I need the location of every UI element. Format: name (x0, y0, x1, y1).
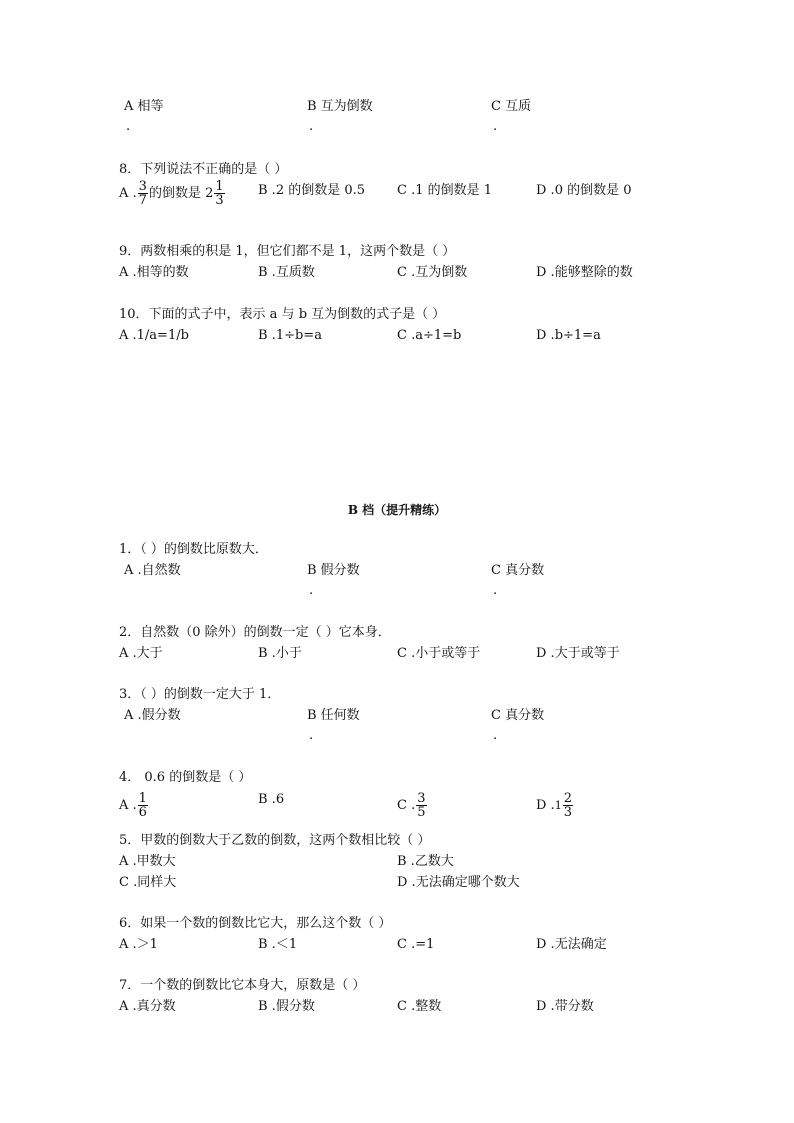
b-question-1-stem: 1．（ ）的倒数比原数大． (119, 542, 268, 557)
q7-option-a-dot: . (126, 119, 131, 134)
b2-option-b: B .小于 (258, 646, 302, 661)
q8-fraction2-denominator: 3 (215, 193, 224, 208)
b4-c-denominator: 5 (417, 805, 426, 820)
b4-option-c-prefix: C . (397, 798, 416, 813)
b1-option-c-dot: . (493, 583, 498, 598)
b4-option-c (397, 792, 428, 819)
q9-option-c: C .互为倒数 (397, 265, 468, 280)
b4-fraction-1-6 (138, 792, 148, 819)
q8-option-b: B .2 的倒数是 0.5 (258, 183, 366, 198)
q7-option-c-dot: . (493, 119, 498, 134)
q8-fraction-1-3 (214, 180, 224, 207)
q8-fraction-3-7 (138, 180, 148, 207)
b4-d-denominator: 3 (563, 805, 572, 820)
b4-d-numerator: 2 (563, 791, 572, 806)
q9-option-d: D .能够整除的数 (536, 265, 633, 280)
q9-option-b: B .互质数 (258, 265, 315, 280)
q10-option-c: C .a÷1=b (397, 328, 462, 343)
b4-option-b: B .6 (258, 792, 285, 807)
b1-option-a: A .自然数 (124, 563, 181, 578)
b2-option-c: C .小于或等于 (397, 646, 481, 661)
q8-fraction-numerator: 3 (138, 179, 147, 194)
b5-option-d: D .无法确定哪个数大 (397, 875, 520, 890)
q7-option-c: C 互质 (491, 99, 532, 114)
q9-option-a: A .相等的数 (119, 265, 189, 280)
b4-option-d (536, 792, 574, 819)
q10-option-b: B .1÷b=a (258, 328, 322, 343)
b3-option-c: C 真分数 (491, 708, 545, 723)
b4-option-d-prefix: D . (536, 798, 555, 813)
q8-option-d: D .0 的倒数是 0 (536, 183, 632, 198)
b-question-6-stem: 6．如果一个数的倒数比它大，那么这个数（ ） (119, 916, 392, 931)
b1-option-b: B 假分数 (307, 563, 360, 578)
q10-option-a: A .1/a=1/b (119, 328, 189, 343)
b4-fraction-3-5 (416, 792, 426, 819)
b3-option-b-dot: . (309, 728, 314, 743)
q7-option-b: B 互为倒数 (307, 99, 373, 114)
b6-option-c: C .=1 (397, 937, 435, 952)
b3-option-a: A .假分数 (124, 708, 181, 723)
b7-option-d: D .带分数 (536, 999, 594, 1014)
b3-option-c-dot: . (493, 728, 498, 743)
b6-option-b: B .＜1 (258, 937, 298, 952)
q8-fraction-denominator: 7 (138, 193, 147, 208)
q7-option-a: A 相等 (124, 99, 164, 114)
b-question-3-stem: 3．（ ）的倒数一定大于 1． (119, 687, 281, 702)
b6-option-d: D .无法确定 (536, 937, 607, 952)
b4-option-a (119, 792, 149, 819)
b6-option-a: A .＞1 (119, 937, 158, 952)
b5-option-a: A .甲数大 (119, 854, 176, 869)
q7-option-b-dot: . (309, 119, 314, 134)
question-9-stem: 9．两数相乘的积是 1，但它们都不是 1，这两个数是（ ） (119, 244, 456, 259)
b3-option-b: B 任何数 (307, 708, 360, 723)
b-question-5-stem: 5．甲数的倒数大于乙数的倒数，这两个数相比较（ ） (119, 833, 431, 848)
q8-fraction2-numerator: 1 (215, 179, 224, 194)
b4-c-numerator: 3 (417, 791, 426, 806)
b-question-4-stem: 4． 0.6 的倒数是（ ） (119, 770, 252, 785)
b5-option-b: B .乙数大 (397, 854, 454, 869)
b4-a-denominator: 6 (138, 805, 147, 820)
q8-option-a (119, 180, 226, 207)
q8-option-a-text: 的倒数是 2 (148, 186, 214, 201)
b7-option-b: B .假分数 (258, 999, 315, 1014)
b2-option-d: D .大于或等于 (536, 646, 620, 661)
b4-option-a-prefix: A . (119, 798, 137, 813)
section-title: B 档（提升精练） (347, 503, 447, 517)
b5-option-c: C .同样大 (119, 875, 177, 890)
b7-option-c: C .整数 (397, 999, 442, 1014)
b4-a-numerator: 1 (138, 791, 147, 806)
b1-option-c: C 真分数 (491, 563, 545, 578)
q10-option-d: D .b÷1=a (536, 328, 601, 343)
b-question-7-stem: 7．一个数的倒数比它本身大，原数是（ ） (119, 978, 366, 993)
q8-option-a-prefix: A . (119, 186, 137, 201)
b7-option-a: A .真分数 (119, 999, 176, 1014)
b2-option-a: A .大于 (119, 646, 163, 661)
q8-option-c: C .1 的倒数是 1 (397, 183, 493, 198)
question-10-stem: 10．下面的式子中，表示 a 与 b 互为倒数的式子是（ ） (119, 307, 446, 322)
question-8-stem: 8．下列说法不正确的是（ ） (119, 162, 288, 177)
b4-d-whole: 1 (554, 799, 562, 812)
b-question-2-stem: 2．自然数（0 除外）的倒数一定（ ）它本身． (119, 625, 391, 640)
b1-option-b-dot: . (309, 583, 314, 598)
b4-fraction-2-3 (563, 792, 573, 819)
